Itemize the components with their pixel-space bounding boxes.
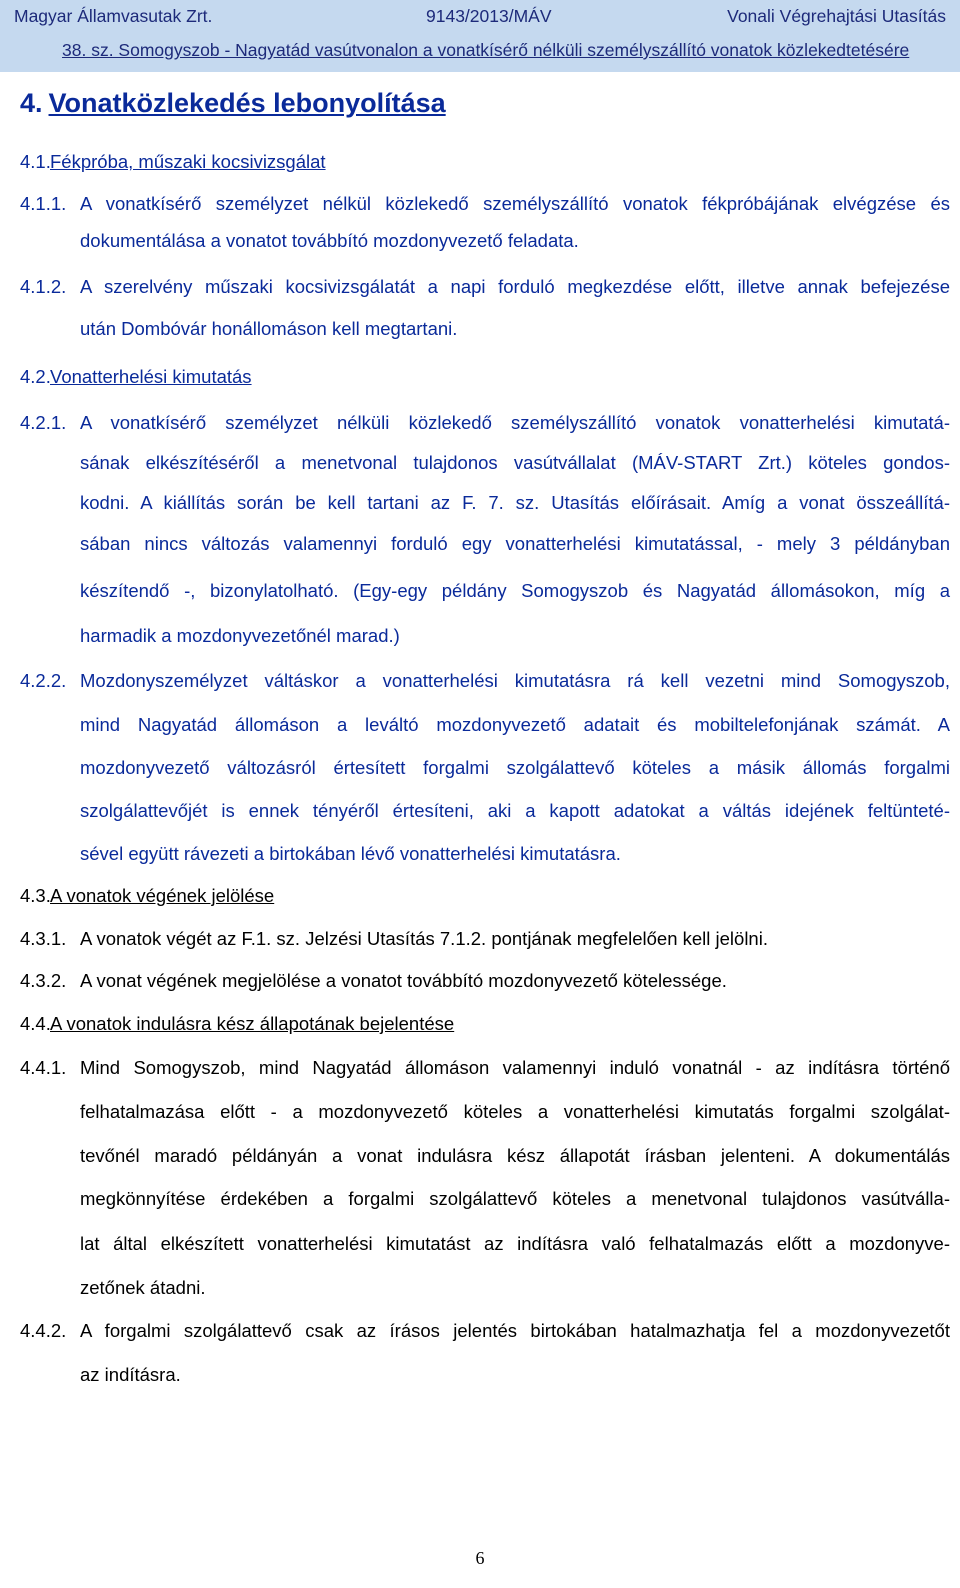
header-subtitle: 38. sz. Somogyszob - Nagyatád vasútvonalon a vonatkísérő nélküli személyszállító vonatok közlekedtetésére: [62, 40, 910, 60]
paragraph-line: tevőnél maradó példányán a vonat indulásra kész állapotát írásban jelenteni. A dokumentálás: [80, 1145, 950, 1166]
page-number: 6: [475, 1548, 485, 1568]
paragraph-line: dokumentálása a vonatot továbbító mozdonyvezető feladata.: [80, 230, 579, 251]
paragraph-line: megkönnyítése érdekében a forgalmi szolgálattevő köteles a menetvonal tulajdonos vasútválla-: [80, 1188, 950, 1209]
paragraph-line: felhatalmazása előtt - a mozdonyvezető köteles a vonatterhelési kimutatás forgalmi szolgálat-: [80, 1101, 950, 1122]
subsection-heading-4-3: [20, 885, 274, 907]
paragraph-number: 4.1.2.: [20, 276, 67, 297]
subsection-title: Vonatterhelési kimutatás: [50, 366, 252, 387]
paragraph-line: A vonatok végét az F.1. sz. Jelzési Utasítás 7.1.2. pontjának megfelelően kell jelölni.: [80, 928, 768, 949]
subsection-heading-4-4: [20, 1013, 454, 1035]
paragraph-line: lat által elkészített vonatterhelési kimutatást az indításra való felhatalmazás előtt a mozdonyve-: [80, 1233, 950, 1254]
paragraph-number: 4.3.1.: [20, 928, 67, 949]
paragraph-line: A szerelvény műszaki kocsivizsgálatát a napi forduló megkezdése előtt, illetve annak befejezése: [80, 276, 950, 297]
paragraph-line: sában nincs változás valamennyi forduló egy vonatterhelési kimutatással, - mely 3 példányban: [80, 533, 950, 554]
paragraph-line: harmadik a mozdonyvezetőnél marad.): [80, 625, 400, 646]
subsection-heading-4-1: [20, 151, 326, 173]
section-heading: [20, 88, 446, 119]
subsection-title: A vonatok végének jelölése: [50, 885, 275, 906]
header-company: Magyar Államvasutak Zrt.: [14, 6, 213, 26]
paragraph-line: A forgalmi szolgálattevő csak az írásos jelentés birtokában hatalmazhatja fel a mozdonyvezetőt: [80, 1320, 950, 1341]
paragraph-line: Mozdonyszemélyzet váltáskor a vonatterhelési kimutatásra rá kell vezetni mind Somogyszob,: [80, 670, 950, 691]
section-title: Vonatközlekedés lebonyolítása: [48, 88, 446, 118]
paragraph-number: 4.2.1.: [20, 412, 67, 433]
paragraph-line: után Dombóvár honállomáson kell megtartani.: [80, 318, 458, 339]
paragraph-line: mozdonyvezető változásról értesített forgalmi szolgálattevő köteles a másik állomás forgalmi: [80, 757, 950, 778]
paragraph-line: zetőnek átadni.: [80, 1277, 206, 1298]
paragraph-line: kodni. A kiállítás során be kell tartani az F. 7. sz. Utasítás előírásait. Amíg a vonat összeállítá-: [80, 492, 950, 513]
subsection-title: A vonatok indulásra kész állapotának bejelentése: [50, 1013, 455, 1034]
section-number: 4.: [20, 88, 43, 118]
subsection-number: 4.3.: [20, 885, 51, 906]
header-row: [14, 6, 946, 28]
page-header: [0, 0, 960, 72]
paragraph-line: A vonat végének megjelölése a vonatot továbbító mozdonyvezető kötelessége.: [80, 970, 727, 991]
paragraph-line: A vonatkísérő személyzet nélküli közlekedő személyszállító vonatok vonatterhelési kimutatá-: [80, 412, 950, 433]
subsection-title: Fékpróba, műszaki kocsivizsgálat: [50, 151, 326, 172]
subsection-number: 4.4.: [20, 1013, 51, 1034]
subsection-heading-4-2: [20, 366, 252, 388]
paragraph-number: 4.3.2.: [20, 970, 67, 991]
paragraph-number: 4.1.1.: [20, 193, 67, 214]
paragraph-number: 4.2.2.: [20, 670, 67, 691]
subsection-number: 4.1.: [20, 151, 51, 172]
subsection-number: 4.2.: [20, 366, 51, 387]
paragraph-line: készítendő -, bizonylatolható. (Egy-egy példány Somogyszob és Nagyatád állomásokon, míg a: [80, 580, 950, 601]
paragraph-line: mind Nagyatád állomáson a leváltó mozdonyvezető adatait és mobiltelefonjának számát. A: [80, 714, 950, 735]
paragraph-number: 4.4.2.: [20, 1320, 67, 1341]
paragraph-number: 4.4.1.: [20, 1057, 67, 1078]
header-doc-number: 9143/2013/MÁV: [426, 6, 552, 26]
paragraph-line: Mind Somogyszob, mind Nagyatád állomáson valamennyi induló vonatnál - az indításra történő: [80, 1057, 950, 1078]
paragraph-line: sével együtt rávezeti a birtokában lévő vonatterhelési kimutatásra.: [80, 843, 621, 864]
paragraph-line: az indításra.: [80, 1364, 181, 1385]
paragraph-line: szolgálattevőjét is ennek tényéről értesíteni, aki a kapott adatokat a váltás idejének feltünteté-: [80, 800, 950, 821]
paragraph-line: sának elkészítéséről a menetvonal tulajdonos vasútvállalat (MÁV-START Zrt.) köteles gondos-: [80, 452, 950, 473]
paragraph-line: A vonatkísérő személyzet nélkül közlekedő személyszállító vonatok fékpróbájának elvégzése és: [80, 193, 950, 214]
header-doc-type: Vonali Végrehajtási Utasítás: [727, 6, 946, 26]
